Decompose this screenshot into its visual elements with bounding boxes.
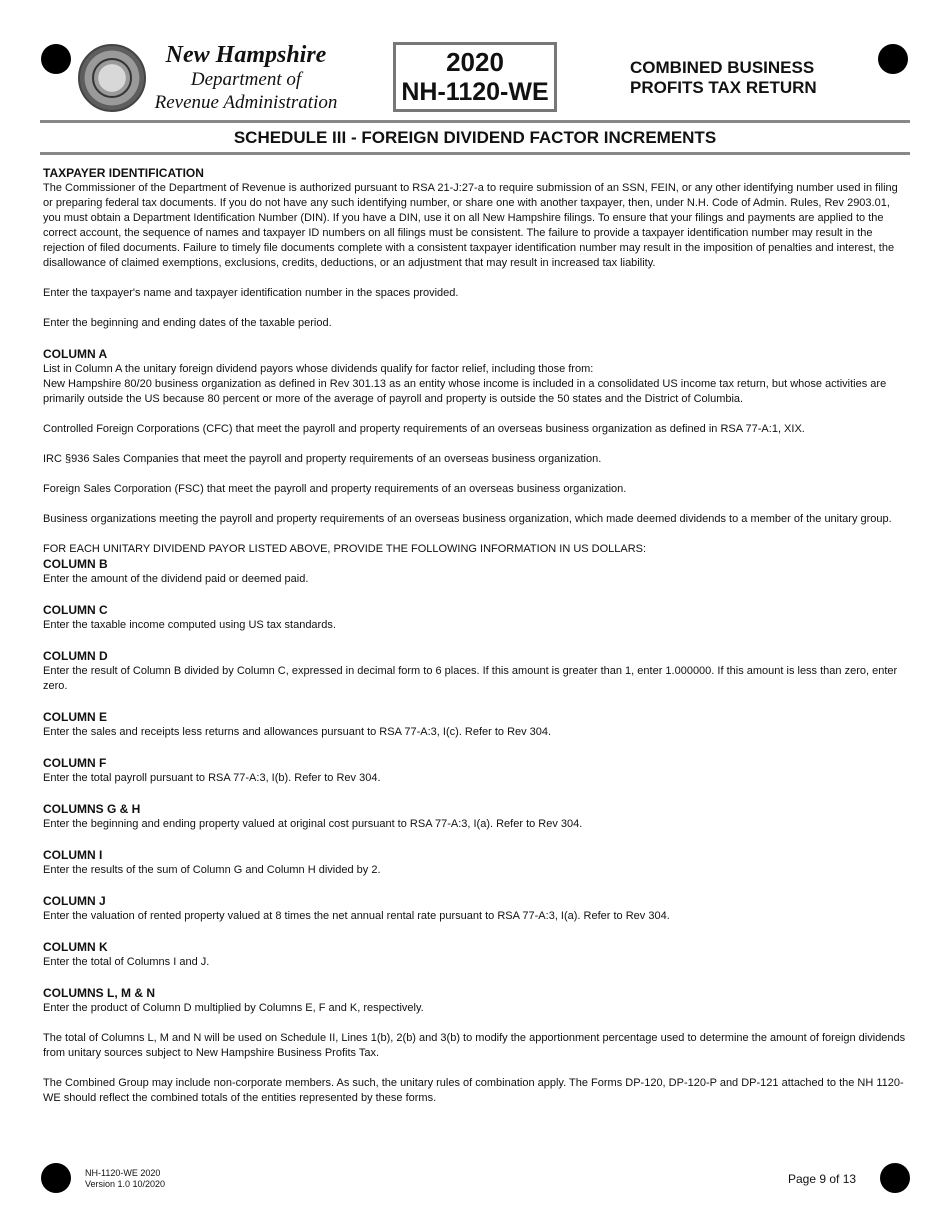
- column-b-text: Enter the amount of the dividend paid or deemed paid.: [43, 573, 309, 585]
- return-title-line-1: COMBINED BUSINESS: [630, 58, 815, 77]
- column-e-heading: COLUMN E: [43, 710, 107, 724]
- header-rule-top: [40, 120, 910, 123]
- taxpayer-id-heading: TAXPAYER IDENTIFICATION: [43, 166, 204, 180]
- form-year: 2020: [446, 47, 504, 77]
- column-a-item-1: New Hampshire 80/20 business organization as defined in Rev 301.13 as an entity whose income is included in a consolidated US income tax return, but whose activities are primarily outside the US because 80 percent or more of the average of payroll and property is outside the 50 states and the District of Columbia.: [43, 378, 887, 405]
- agency-block: [140, 42, 352, 114]
- agency-name: New Hampshire: [165, 42, 327, 68]
- column-i-text: Enter the results of the sum of Column G and Column H divided by 2.: [43, 864, 381, 876]
- top-left-registration-dot: [41, 44, 71, 74]
- column-j-heading: COLUMN J: [43, 894, 106, 908]
- column-a-intro: List in Column A the unitary foreign dividend payors whose dividends qualify for factor relief, including those from:: [43, 363, 594, 375]
- form-number: NH-1120-WE: [401, 78, 549, 106]
- columns-l-m-n-text: Enter the product of Column D multiplied by Columns E, F and K, respectively.: [43, 1002, 424, 1014]
- column-a-item-2: Controlled Foreign Corporations (CFC) that meet the payroll and property requirements of an overseas business organization as defined in RSA 77-A:1, XIX.: [43, 423, 805, 435]
- column-k-heading: COLUMN K: [43, 940, 108, 954]
- footer-form-info: [85, 1168, 165, 1190]
- return-title: [630, 58, 817, 98]
- column-a-item-4: Foreign Sales Corporation (FSC) that meet the payroll and property requirements of an overseas business organization.: [43, 483, 627, 495]
- enter-dates-text: Enter the beginning and ending dates of the taxable period.: [43, 317, 332, 329]
- column-f-heading: COLUMN F: [43, 756, 107, 770]
- column-i-heading: COLUMN I: [43, 848, 103, 862]
- columns-g-h-text: Enter the beginning and ending property valued at original cost pursuant to RSA 77-A:3, I(a). Refer to Rev 304.: [43, 818, 583, 830]
- page-number: Page 9 of 13: [788, 1172, 857, 1186]
- top-right-registration-dot: [878, 44, 908, 74]
- instructions-body: [43, 166, 909, 1106]
- column-a-item-3: IRC §936 Sales Companies that meet the payroll and property requirements of an overseas business organization.: [43, 453, 602, 465]
- column-a-heading: COLUMN A: [43, 347, 108, 361]
- agency-line-1: Department of: [190, 69, 302, 90]
- column-a-item-5: Business organizations meeting the payroll and property requirements of an overseas business organization, which made deemed dividends to a member of the unitary group.: [43, 513, 892, 525]
- closing-paragraph-2: The Combined Group may include non-corporate members. As such, the unitary rules of combination apply. The Forms DP-120, DP-120-P and DP-121 attached to the NH 1120-WE should reflect the combined totals of the entities represented by these forms.: [43, 1077, 904, 1104]
- column-c-heading: COLUMN C: [43, 603, 108, 617]
- enter-name-text: Enter the taxpayer's name and taxpayer identification number in the spaces provided.: [43, 287, 459, 299]
- form-id-box: [393, 42, 557, 112]
- column-b-heading: COLUMN B: [43, 557, 108, 571]
- column-d-heading: COLUMN D: [43, 649, 108, 663]
- footer-form-id: NH-1120-WE 2020: [85, 1168, 161, 1178]
- closing-paragraph-1: The total of Columns L, M and N will be used on Schedule II, Lines 1(b), 2(b) and 3(b) to modify the apportionment percentage used to determine the amount of foreign dividends from unitary sources subject to New Hampshire Business Profits Tax.: [43, 1032, 906, 1059]
- taxpayer-id-text: The Commissioner of the Department of Revenue is authorized pursuant to RSA 21-J:27-a to require submission of an SSN, FEIN, or any other identifying number used in filing or preparing federal tax documents. If you do not have any such identifying number, or share one with another taxpayer, then, under N.H. Code of Admin. Rules, Rev 2903.01, you must obtain a Department Identification Number (DIN). If you have a DIN, use it on all New Hampshire filings. To ensure that your filings and payments are applied to the correct account, the sequence of names and taxpayer ID numbers on all filings must be consistent. The failure to provide a taxpayer identification number may result in the rejection of filed documents. Failure to timely file documents complete with a consistent taxpayer identification number may result in the imposition of penalties and interest, the disallowance of claimed exemptions, exclusions, credits, deductions, or an adjustment that may result in increased tax liability.: [43, 182, 898, 269]
- columns-g-h-heading: COLUMNS G & H: [43, 802, 141, 816]
- agency-line-2: Revenue Administration: [154, 92, 338, 113]
- return-title-line-2: PROFITS TAX RETURN: [630, 78, 817, 97]
- footer-version: Version 1.0 10/2020: [85, 1179, 166, 1189]
- column-j-text: Enter the valuation of rented property valued at 8 times the net annual rental rate pursuant to RSA 77-A:3, I(a). Refer to Rev 304.: [43, 910, 670, 922]
- header-rule-bottom: [40, 152, 910, 155]
- bottom-right-registration-dot: [880, 1163, 910, 1193]
- column-k-text: Enter the total of Columns I and J.: [43, 956, 210, 968]
- bottom-left-registration-dot: [41, 1163, 71, 1193]
- column-c-text: Enter the taxable income computed using US tax standards.: [43, 619, 336, 631]
- payor-note: FOR EACH UNITARY DIVIDEND PAYOR LISTED ABOVE, PROVIDE THE FOLLOWING INFORMATION IN US DOLLARS:: [43, 543, 647, 555]
- column-d-text: Enter the result of Column B divided by Column C, expressed in decimal form to 6 places. If this amount is greater than 1, enter 1.000000. If this amount is less than zero, enter zero.: [43, 665, 898, 692]
- column-e-text: Enter the sales and receipts less returns and allowances pursuant to RSA 77-A:3, I(c). Refer to Rev 304.: [43, 726, 552, 738]
- state-seal-icon: [78, 44, 146, 112]
- columns-l-m-n-heading: COLUMNS L, M & N: [43, 986, 155, 1000]
- schedule-title: SCHEDULE III - FOREIGN DIVIDEND FACTOR INCREMENTS: [233, 128, 717, 147]
- column-f-text: Enter the total payroll pursuant to RSA 77-A:3, I(b). Refer to Rev 304.: [43, 772, 381, 784]
